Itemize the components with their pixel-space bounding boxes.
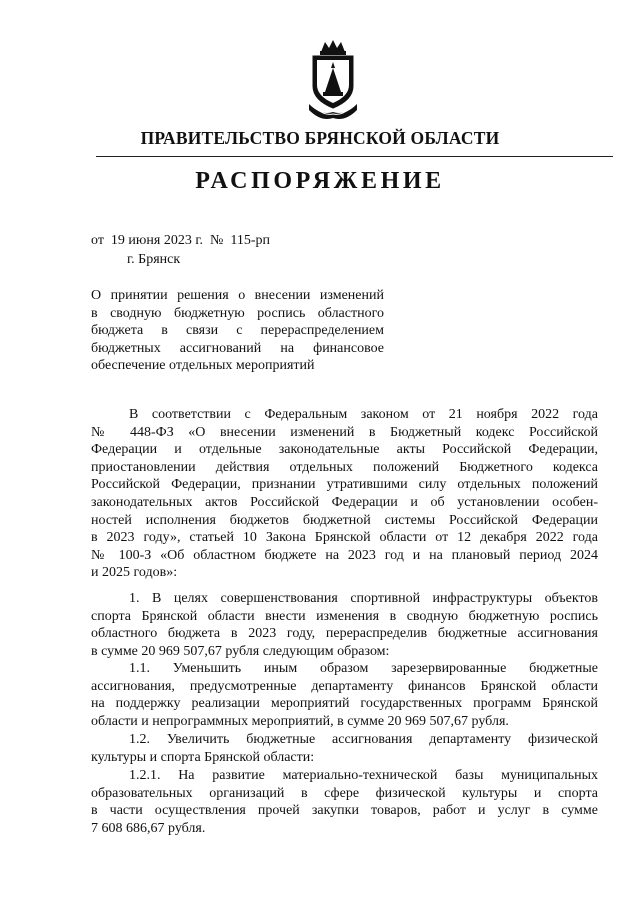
item-1-1-paragraph (91, 660, 598, 730)
header-divider (96, 156, 613, 157)
paragraph-line: приостановлении действия отдельных положений Бюджетного кодекса (91, 459, 598, 475)
paragraph-line: 1.2.1. На развитие материально-технической базы муниципальных (129, 768, 598, 783)
coat-of-arms-emblem (301, 38, 365, 128)
document-date-number: от 19 июня 2023 г. № 115-рп (91, 233, 270, 248)
subject-line: обеспечение отдельных мероприятий (91, 358, 315, 374)
paragraph-line: и 2025 годов»: (91, 565, 178, 581)
paragraph-line: ассигнования, предусмотренные департаменту финансов Брянской области (91, 678, 598, 694)
paragraph-line: на поддержку реализации мероприятий государственных программ Брянской (91, 696, 598, 712)
paragraph-line: ностей исполнения бюджетов бюджетной системы Российской Федерации (91, 512, 598, 528)
paragraph-line: 1. В целях совершенствования спортивной инфраструктуры объектов (129, 591, 598, 606)
paragraph-line: спорта Брянской области внести изменения в сводную бюджетную роспись (91, 608, 598, 624)
paragraph-line: в 2023 году», статьей 10 Закона Брянской области от 12 декабря 2022 года (91, 530, 598, 546)
paragraph-line: образовательных организаций в сфере физической культуры и спорта (91, 785, 598, 801)
government-name: ПРАВИТЕЛЬСТВО БРЯНСКОЙ ОБЛАСТИ (140, 128, 500, 148)
paragraph-line: Российской Федерации, признании утратившими силу отдельных положений (91, 477, 598, 493)
paragraph-line: В соответствии с Федеральным законом от 21 ноября 2022 года (129, 407, 598, 422)
subject-line: бюджета в связи с перераспределением (91, 323, 384, 339)
paragraph-line: в сумме 20 969 507,67 рубля следующим образом: (91, 643, 390, 659)
paragraph-line: № 448-ФЗ «О внесении изменений в Бюджетный кодекс Российской (91, 424, 598, 440)
document-place: г. Брянск (127, 252, 181, 267)
document-type-title: РАСПОРЯЖЕНИЕ (195, 168, 445, 194)
paragraph-line: 7 608 686,67 рубля. (91, 820, 206, 836)
subject-line: О принятии решения о внесении изменений (91, 288, 384, 303)
item-1-2-paragraph (91, 731, 598, 766)
paragraph-line: области и непрограммных мероприятий, в сумме 20 969 507,67 рубля. (91, 713, 509, 729)
paragraph-line: № 100-З «Об областном бюджете на 2023 год и на плановый период 2024 (91, 547, 598, 563)
item-1-2-1-paragraph (91, 767, 598, 837)
paragraph-line: в части осуществления прочей закупки товаров, работ и услуг в сумме (91, 803, 598, 819)
item-1-paragraph (91, 590, 598, 660)
document-subject (91, 287, 384, 375)
paragraph-line: 1.1. Уменьшить иным образом зарезервированные бюджетные (129, 661, 598, 676)
subject-line: бюджетных ассигнований на финансовое (91, 340, 384, 356)
paragraph-line: областного бюджета в 2023 году, перераспределив бюджетные ассигнования (91, 626, 598, 642)
paragraph-line: культуры и спорта Брянской области: (91, 749, 315, 765)
paragraph-line: 1.2. Увеличить бюджетные ассигнования департаменту физической (129, 732, 598, 747)
paragraph-line: Федерации и отдельные законодательные акты Российской Федерации, (91, 442, 598, 458)
paragraph-line: законодательных актов Российской Федерации и об установлении особен- (91, 494, 598, 510)
preamble-paragraph (91, 406, 598, 582)
subject-line: в сводную бюджетную роспись областного (91, 305, 384, 321)
